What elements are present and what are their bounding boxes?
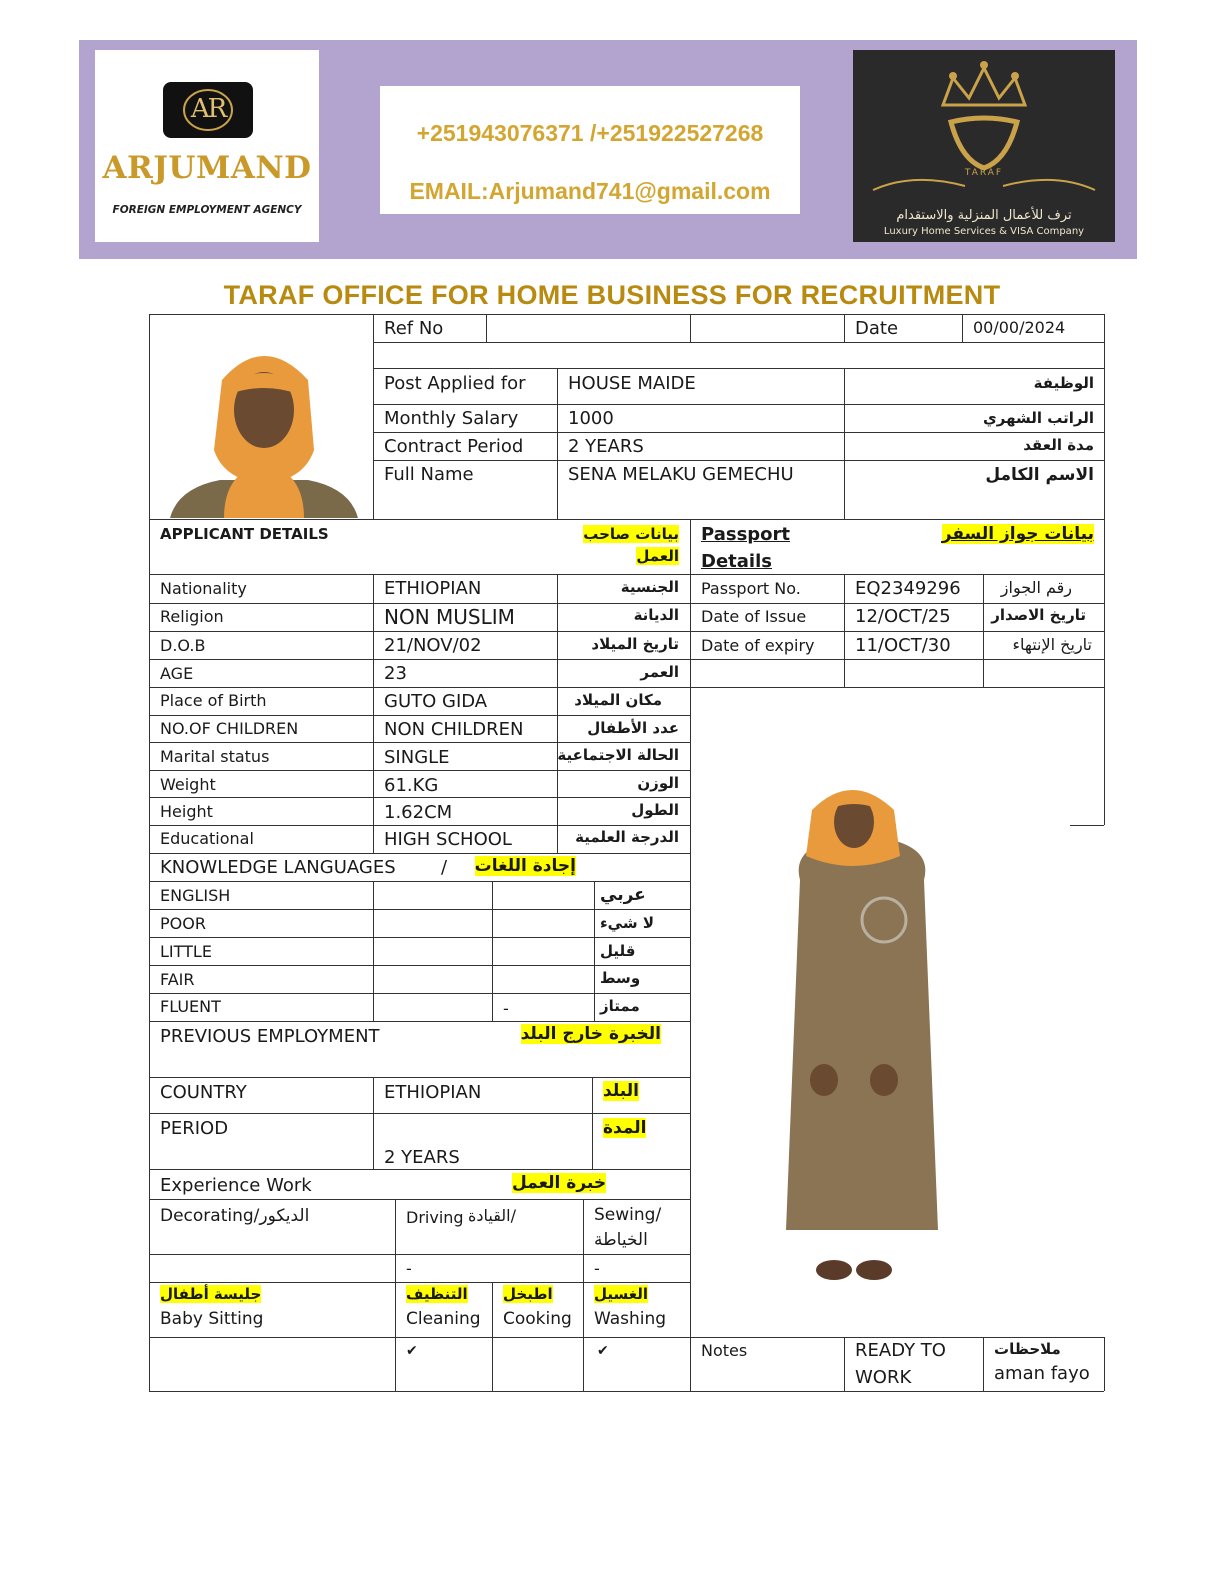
passport-no-ar: رقم الجواز	[1000, 578, 1072, 597]
applicant-details-heading: APPLICANT DETAILS	[160, 525, 329, 543]
driving-label: Driving	[406, 1208, 464, 1227]
decorating-label: Decorating/الديكور	[160, 1206, 310, 1226]
period-ar: المدة	[603, 1118, 647, 1138]
email-address: EMAIL:Arjumand741@gmail.com	[409, 178, 771, 204]
language-fair-ar: وسط	[600, 969, 641, 987]
date-of-issue-label: Date of Issue	[701, 607, 807, 626]
nationality-value: ETHIOPIAN	[384, 578, 482, 599]
contact-box	[380, 86, 800, 214]
country-ar: البلد	[603, 1081, 639, 1101]
language-poor-label: POOR	[160, 914, 206, 933]
applicant-headshot-photo	[160, 318, 368, 518]
language-english-label: ENGLISH	[160, 886, 231, 905]
washing-ar: الغسيل	[594, 1285, 649, 1303]
applicant-fullbody-photo	[752, 750, 962, 1295]
cleaning-ar: التنظيف	[406, 1285, 468, 1303]
full-name-value: SENA MELAKU GEMECHU	[568, 464, 794, 485]
cooking-ar: اطبخل	[503, 1285, 553, 1303]
religion-ar: الديانة	[633, 606, 679, 624]
notes-value-line2: WORK	[855, 1367, 912, 1388]
language-fair-label: FAIR	[160, 970, 195, 989]
language-fluent-mark: -	[503, 999, 509, 1018]
passport-heading-line1: Passport	[701, 524, 791, 545]
place-of-birth-value: GUTO GIDA	[384, 691, 488, 712]
date-of-issue-value: 12/OCT/25	[855, 606, 951, 627]
applicant-details-heading-ar: بيانات صاحب العمل	[583, 525, 679, 565]
language-little-ar: قليل	[600, 942, 636, 960]
notes-name: aman fayo	[994, 1363, 1090, 1384]
post-applied-value: HOUSE MAIDE	[568, 373, 696, 394]
washing-label: Washing	[594, 1309, 667, 1329]
language-fluent-ar: ممتاز	[600, 997, 640, 1015]
monthly-salary-value: 1000	[568, 408, 614, 429]
previous-employment-heading: PREVIOUS EMPLOYMENT	[160, 1026, 380, 1047]
notes-label: Notes	[701, 1341, 748, 1360]
passport-heading-ar: بيانات جواز السفر	[941, 524, 1094, 544]
experience-work-ar: خبرة العمل	[512, 1173, 607, 1193]
weight-label: Weight	[160, 775, 216, 794]
cleaning-checkmark: ✔	[406, 1343, 418, 1359]
weight-ar: الوزن	[637, 774, 679, 792]
language-fluent-label: FLUENT	[160, 997, 221, 1016]
marital-status-ar: الحالة الاجتماعية	[557, 746, 679, 764]
languages-slash: /	[441, 857, 448, 878]
baby-sitting-ar: جليسة أطفال	[160, 1285, 262, 1303]
notes-ar: ملاحظات	[994, 1340, 1061, 1358]
children-label: NO.OF CHILDREN	[160, 719, 299, 738]
post-applied-label: Post Applied for	[384, 373, 526, 394]
notes-value-line1: READY TO	[855, 1340, 946, 1361]
ar-monogram-badge	[163, 82, 253, 138]
dob-value: 21/NOV/02	[384, 635, 482, 656]
arjumand-tagline: FOREIGN EMPLOYMENT AGENCY	[112, 204, 302, 216]
children-ar: عدد الأطفال	[587, 719, 679, 737]
driving-ar: /القيادة	[468, 1206, 517, 1225]
passport-no-label: Passport No.	[701, 579, 801, 598]
ref-no-label: Ref No	[384, 318, 444, 339]
weight-value: 61.KG	[384, 775, 439, 796]
date-of-expiry-value: 11/OCT/30	[855, 635, 951, 656]
place-of-birth-label: Place of Birth	[160, 691, 267, 710]
phone-numbers: +251943076371 /+251922527268	[416, 120, 764, 146]
period-value: 2 YEARS	[384, 1147, 460, 1168]
nationality-label: Nationality	[160, 579, 247, 598]
language-poor-ar: لا شيء	[600, 914, 654, 932]
post-applied-ar: الوظيفة	[1033, 374, 1094, 392]
cooking-label: Cooking	[503, 1309, 572, 1329]
experience-work-heading: Experience Work	[160, 1175, 312, 1196]
language-little-label: LITTLE	[160, 942, 212, 961]
children-value: NON CHILDREN	[384, 719, 524, 740]
education-ar: الدرجة العلمية	[575, 828, 679, 846]
baby-sitting-label: Baby Sitting	[160, 1309, 264, 1329]
languages-heading: KNOWLEDGE LANGUAGES	[160, 857, 396, 878]
height-label: Height	[160, 802, 213, 821]
arjumand-name: ARJUMAND	[102, 150, 312, 186]
dob-ar: تاريخ الميلاد	[591, 635, 679, 653]
marital-status-label: Marital status	[160, 747, 270, 766]
education-value: HIGH SCHOOL	[384, 829, 512, 850]
taraf-logo	[853, 50, 1115, 242]
passport-heading-line2: Details	[701, 551, 772, 572]
cleaning-label: Cleaning	[406, 1309, 481, 1329]
sewing-label: Sewing/	[594, 1205, 662, 1225]
applicant-headshot-illustration	[160, 318, 368, 518]
driving-mark: -	[406, 1259, 412, 1278]
taraf-tagline: Luxury Home Services & VISA Company	[883, 226, 1085, 237]
full-name-label: Full Name	[384, 464, 474, 485]
monthly-salary-label: Monthly Salary	[384, 408, 519, 429]
date-label: Date	[855, 318, 899, 339]
contract-period-label: Contract Period	[384, 436, 524, 457]
religion-label: Religion	[160, 607, 224, 626]
age-ar: العمر	[640, 663, 679, 681]
date-of-issue-ar: تاريخ الاصدار	[991, 606, 1086, 624]
dob-label: D.O.B	[160, 636, 206, 655]
full-name-ar: الاسم الكامل	[985, 465, 1094, 485]
height-value: 1.62CM	[384, 802, 453, 823]
previous-employment-ar: الخبرة خارج البلد	[520, 1024, 661, 1044]
marital-status-value: SINGLE	[384, 747, 450, 768]
period-label: PERIOD	[160, 1118, 229, 1139]
country-value: ETHIOPIAN	[384, 1082, 482, 1103]
country-label: COUNTRY	[160, 1082, 247, 1103]
sewing-mark: -	[594, 1259, 600, 1278]
date-of-expiry-label: Date of expiry	[701, 636, 815, 655]
place-of-birth-ar: مكان الميلاد	[574, 691, 662, 709]
contract-period-value: 2 YEARS	[568, 436, 644, 457]
page-title: TARAF OFFICE FOR HOME BUSINESS FOR RECRUITMENT	[223, 280, 1001, 310]
washing-checkmark: ✔	[597, 1343, 609, 1359]
religion-value: NON MUSLIM	[384, 605, 515, 629]
passport-no-value: EQ2349296	[855, 578, 961, 599]
monthly-salary-ar: الراتب الشهري	[983, 409, 1094, 427]
age-label: AGE	[160, 664, 194, 683]
nationality-ar: الجنسية	[620, 578, 679, 596]
ar-monogram-text: AR	[190, 94, 226, 124]
contract-period-ar: مدة العقد	[1023, 436, 1094, 454]
applicant-fullbody-illustration	[752, 750, 962, 1295]
date-value: 00/00/2024	[973, 318, 1066, 337]
height-ar: الطول	[631, 801, 679, 819]
taraf-latin-name: TARAF	[964, 168, 1004, 178]
arjumand-logo	[95, 50, 319, 242]
age-value: 23	[384, 663, 407, 684]
sewing-ar: الخياطة	[594, 1230, 648, 1250]
languages-heading-ar: إجادة اللغات	[474, 856, 576, 876]
education-label: Educational	[160, 829, 254, 848]
date-of-expiry-ar: تاريخ الإنتهاء	[1012, 635, 1092, 654]
taraf-arabic-name: ترف للأعمال المنزلية والاستقدام	[896, 208, 1072, 223]
language-arabic-ar: عربي	[600, 885, 646, 905]
